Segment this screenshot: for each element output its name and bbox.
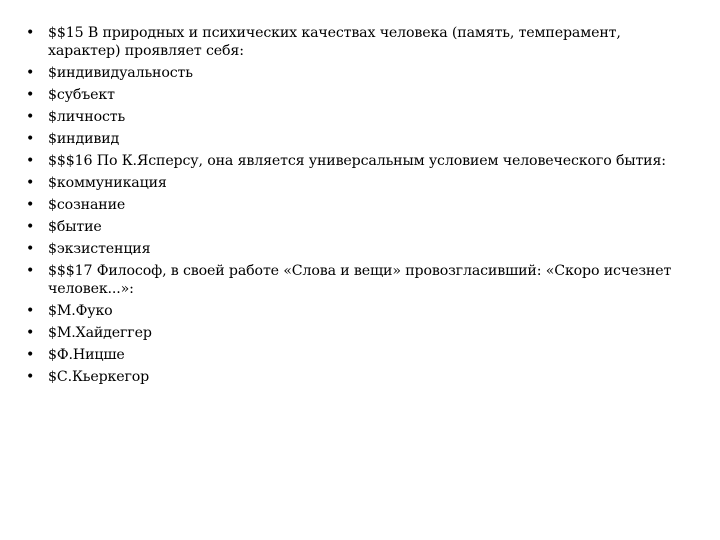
list-item: [26, 174, 686, 192]
bullet-icon: •: [26, 325, 35, 341]
bullet-icon: •: [26, 369, 35, 385]
bullet-icon: •: [26, 219, 35, 235]
list-item: [26, 346, 686, 364]
answer-option: $Ф.Ницше: [48, 347, 125, 363]
answer-option: $коммуникация: [48, 175, 167, 191]
answer-option: $субъект: [48, 87, 115, 103]
list-item: [26, 196, 686, 214]
list-item: [26, 24, 686, 60]
list-item: [26, 368, 686, 386]
question-list: [26, 24, 686, 390]
answer-option: $С.Кьеркегор: [48, 369, 150, 385]
question-text: $$15 В природных и психических качествах человека (память, темперамент, характер) проявляет себя:: [48, 25, 621, 59]
bullet-icon: •: [26, 153, 35, 169]
bullet-icon: •: [26, 175, 35, 191]
answer-option: $экзистенция: [48, 241, 151, 257]
bullet-icon: •: [26, 197, 35, 213]
bullet-icon: •: [26, 263, 35, 279]
bullet-icon: •: [26, 303, 35, 319]
list-item: [26, 240, 686, 258]
bullet-icon: •: [26, 241, 35, 257]
answer-option: $бытие: [48, 219, 102, 235]
bullet-icon: •: [26, 109, 35, 125]
answer-option: $личность: [48, 109, 126, 125]
list-item: [26, 86, 686, 104]
list-item: [26, 262, 686, 298]
answer-option: $сознание: [48, 197, 126, 213]
bullet-icon: •: [26, 65, 35, 81]
bullet-icon: •: [26, 347, 35, 363]
question-text: $$$16 По К.Ясперсу, она является универсальным условием человеческого бытия:: [48, 153, 666, 169]
answer-option: $М.Хайдеггер: [48, 325, 152, 341]
list-item: [26, 108, 686, 126]
bullet-icon: •: [26, 87, 35, 103]
answer-option: $индивид: [48, 131, 120, 147]
answer-option: $индивидуальность: [48, 65, 193, 81]
bullet-icon: •: [26, 131, 35, 147]
bullet-icon: •: [26, 25, 35, 41]
list-item: [26, 218, 686, 236]
list-item: [26, 130, 686, 148]
list-item: [26, 152, 686, 170]
answer-option: $М.Фуко: [48, 303, 113, 319]
list-item: [26, 324, 686, 342]
list-item: [26, 302, 686, 320]
list-item: [26, 64, 686, 82]
question-text: $$$17 Философ, в своей работе «Слова и вещи» провозгласивший: «Скоро исчезнет человек...»:: [48, 263, 672, 297]
